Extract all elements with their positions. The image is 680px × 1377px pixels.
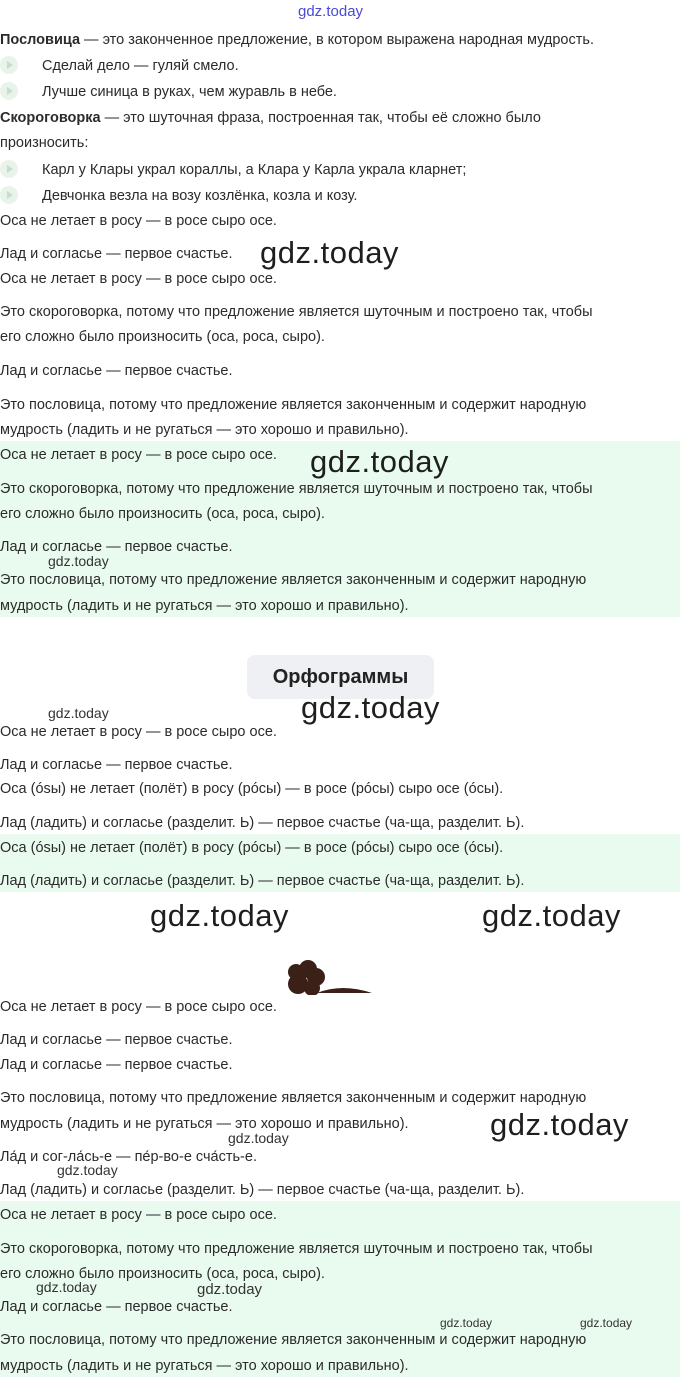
orthogram-line: Оса (ósы) не летает (полёт) в росу (рóсы) — в росе (рóсы) сыро осе (óсы). — [0, 781, 504, 797]
twister-definition-cont: произносить: — [0, 135, 89, 151]
answer-text: мудрость (ладить и не ругаться — это хорошо и правильно). — [0, 598, 409, 614]
bullet-arrow-icon — [0, 186, 18, 204]
answer-text: Это скороговорка, потому что предложение является шуточным и построено так, чтобы — [0, 1241, 593, 1257]
watermark: gdz.today — [48, 553, 109, 569]
sentence: Лад и согласье — первое счастье. — [0, 246, 233, 262]
sentence: Лад и согласье — первое счастье. — [0, 757, 233, 773]
sentence: Лад и согласье — первое счастье. — [0, 1032, 233, 1048]
watermark: gdz.today — [48, 705, 109, 721]
sentence: Оса не летает в росу — в росе сыро осе. — [0, 1207, 277, 1223]
syllable-line: Ла́д и сог-ла́сь-е — пе́р-во-е сча́сть-е. — [0, 1149, 257, 1165]
orthogram-line: Лад (ладить) и согласье (разделит. Ь) — первое счастье (ча-ща, разделит. Ь). — [0, 1182, 525, 1198]
orthogram-line: Лад (ладить) и согласье (разделит. Ь) — первое счастье (ча-ща, разделит. Ь). — [0, 873, 525, 889]
bullet-arrow-icon — [0, 56, 18, 74]
proverb-definition-text: — это законченное предложение, в котором выражена народная мудрость. — [80, 32, 594, 48]
sentence: Лад и согласье — первое счастье. — [0, 363, 233, 379]
watermark: gdz.today — [150, 898, 289, 933]
watermark: gdz.today — [440, 1316, 493, 1330]
answer-text: его сложно было произносить (оса, роса, сыро). — [0, 506, 325, 522]
sentence: Оса не летает в росу — в росе сыро осе. — [0, 724, 277, 740]
sentence: Лад и согласье — первое счастье. — [0, 539, 233, 555]
twister-example: Девчонка везла на возу козлёнка, козла и козу. — [42, 188, 358, 204]
answer-text: Это пословица, потому что предложение является законченным и содержит народную — [0, 572, 587, 588]
sentence: Лад и согласье — первое счастье. — [0, 1057, 233, 1073]
answer-text: мудрость (ладить и не ругаться — это хорошо и правильно). — [0, 1116, 409, 1132]
bullet-arrow-icon — [0, 160, 18, 178]
watermark: gdz.today — [228, 1130, 289, 1146]
answer-text: мудрость (ладить и не ругаться — это хорошо и правильно). — [0, 1358, 409, 1374]
bullet-arrow-icon — [0, 82, 18, 100]
sentence: Оса не летает в росу — в росе сыро осе. — [0, 271, 277, 287]
answer-text: Это пословица, потому что предложение является законченным и содержит народную — [0, 1332, 587, 1348]
orthogram-line: Оса (ósы) не летает (полёт) в росу (рóсы) — в росе (рóсы) сыро осе (óсы). — [0, 840, 504, 856]
watermark: gdz.today — [36, 1279, 97, 1295]
proverb-example: Лучше синица в руках, чем журавль в небе. — [42, 84, 337, 100]
answer-highlight — [0, 1201, 680, 1377]
sentence: Оса не летает в росу — в росе сыро осе. — [0, 447, 277, 463]
twister-example: Карл у Клары украл кораллы, а Клара у Карла украла кларнет; — [42, 162, 467, 178]
answer-text: Это скороговорка, потому что предложение является шуточным и построено так, чтобы — [0, 304, 593, 320]
proverb-example: Сделай дело — гуляй смело. — [42, 58, 239, 74]
watermark-top: gdz.today — [298, 3, 364, 20]
watermark: gdz.today — [197, 1281, 263, 1298]
answer-text: его сложно было произносить (оса, роса, сыро). — [0, 329, 325, 345]
orthogram-line: Лад (ладить) и согласье (разделит. Ь) — первое счастье (ча-ща, разделит. Ь). — [0, 815, 525, 831]
twister-definition-text: — это шуточная фраза, построенная так, чтобы её сложно было — [100, 110, 541, 126]
answer-text: мудрость (ладить и не ругаться — это хорошо и правильно). — [0, 422, 409, 438]
watermark: gdz.today — [490, 1107, 629, 1142]
watermark: gdz.today — [57, 1162, 118, 1178]
watermark: gdz.today — [301, 690, 440, 725]
proverb-definition — [0, 30, 594, 50]
twister-term: Скороговорка — [0, 110, 101, 126]
watermark: gdz.today — [580, 1316, 633, 1330]
answer-text: Это пословица, потому что предложение является законченным и содержит народную — [0, 1090, 587, 1106]
answer-text: Это скороговорка, потому что предложение является шуточным и построено так, чтобы — [0, 481, 593, 497]
watermark: gdz.today — [482, 898, 621, 933]
sentence: Лад и согласье — первое счастье. — [0, 1299, 233, 1315]
image-fragment — [272, 955, 376, 995]
watermark: gdz.today — [310, 444, 449, 479]
answer-text: Это пословица, потому что предложение является законченным и содержит народную — [0, 397, 587, 413]
section-title: Орфограммы — [247, 655, 434, 699]
sentence: Оса не летает в росу — в росе сыро осе. — [0, 213, 277, 229]
twister-definition — [0, 108, 541, 128]
answer-text: его сложно было произносить (оса, роса, сыро). — [0, 1266, 325, 1282]
watermark: gdz.today — [260, 235, 399, 270]
sentence: Оса не летает в росу — в росе сыро осе. — [0, 999, 277, 1015]
proverb-term: Пословица — [0, 32, 81, 48]
